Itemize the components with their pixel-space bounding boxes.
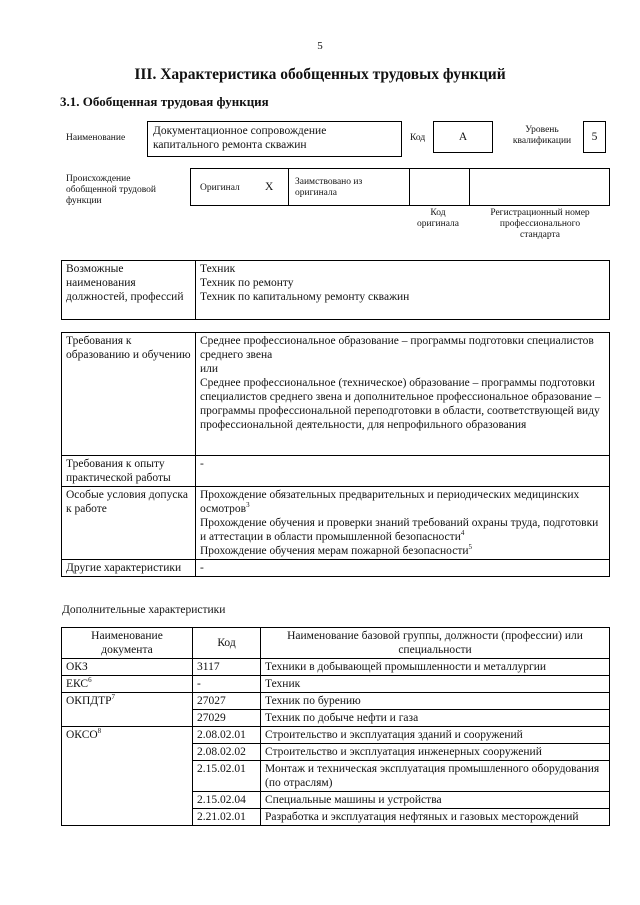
origin-label [66,174,156,207]
borrowed-line1: Заимствовано из [295,177,363,187]
positions-table [61,260,610,320]
row-code: 27027 [193,693,261,710]
row-name: Техник [261,676,610,693]
header-code: Код [193,628,261,659]
row-document: ОКЗ [62,659,193,676]
education-line: Среднее профессиональное образование – программы подготовки специалистов среднего звена [200,335,594,361]
row-code: 2.08.02.02 [193,744,261,761]
origin-divider-2 [409,169,410,205]
position-item: Техник [200,263,236,275]
footnote-3: 3 [246,501,250,510]
positions-row [62,261,610,320]
other-label: Другие характеристики [62,560,196,577]
table-row [62,676,610,693]
positions-label: Возможные наименования должностей, профессий [62,261,196,320]
row-document: ЕКС$^6$ [62,676,193,693]
row-name: Разработка и эксплуатация нефтяных и газовых месторождений [261,809,610,826]
additional-header-row [62,628,610,659]
function-name-box [147,121,402,157]
origin-divider-1 [288,169,289,205]
other-value: - [196,560,610,577]
table-row [62,659,610,676]
origin-label-line2: обобщенной трудовой [66,185,156,195]
requirements-row-special [62,487,610,560]
special-condition-line: Прохождение обязательных предварительных и периодических медицинских осмотров$^3$ [200,489,580,515]
requirements-row-other [62,560,610,577]
special-conditions-label: Особые условия допуска к работе [62,487,196,560]
header-name: Наименование базовой группы, должности (профессии) или специальности [261,628,610,659]
function-name-line1: Документационное сопровождение [153,125,327,137]
row-code: 2.08.02.01 [193,727,261,744]
original-label: Оригинал [200,183,240,193]
row-name: Техник по бурению [261,693,610,710]
education-line: Среднее профессиональное (техническое) образование – программы подготовки специалистов среднего звена и дополнительное профессиональное образование – программы профессиональной переподготовки в области, соответствующей виду профессиональной деятельности, для непрофильного образования [200,377,601,431]
row-code: 2.15.02.01 [193,761,261,792]
section-title: III. Характеристика обобщенных трудовых функций [134,66,506,83]
row-name: Техники в добывающей промышленности и металлургии [261,659,610,676]
experience-label: Требования к опыту практической работы [62,456,196,487]
row-code: 2.21.02.01 [193,809,261,826]
row-name: Строительство и эксплуатация зданий и сооружений [261,727,610,744]
table-row [62,693,610,710]
page-number: 5 [317,40,323,52]
position-item: Техник по ремонту [200,277,294,289]
level-value-box: 5 [583,121,606,153]
origin-label-line3: функции [66,196,102,206]
function-name-line2: капитального ремонта скважин [153,139,307,151]
row-code: - [193,676,261,693]
row-code: 2.15.02.04 [193,792,261,809]
education-line: или [200,363,219,375]
row-name: Монтаж и техническая эксплуатация промышленного оборудования (по отраслям) [261,761,610,792]
table-row [62,727,610,744]
borrowed-line2: оригинала [295,188,337,198]
special-condition-line: Прохождение обучения и проверки знаний требований охраны труда, подготовки и аттестации в области промышленной безопасности$^4$ [200,517,599,543]
positions-values [196,261,610,320]
name-label: Наименование [66,133,126,143]
special-condition-line: Прохождение обучения мерам пожарной безопасности$^5$ [200,543,473,557]
level-label-line2: квалификации [512,136,572,146]
row-document: ОКПДТР$^7$ [62,693,193,727]
header-document: Наименование документа [62,628,193,659]
row-code: 3117 [193,659,261,676]
subsection-title: 3.1. Обобщенная трудовая функция [60,94,269,109]
origin-label-line1: Происхождение [66,174,131,184]
reg-number-line2: профессионального [499,219,581,229]
reg-number-line3: стандарта [520,230,560,240]
reg-number-caption [470,208,610,241]
function-code-box: А [433,121,493,153]
requirements-row-experience [62,456,610,487]
additional-title: Дополнительные характеристики [62,604,226,616]
original-mark: X [265,181,274,193]
row-name: Техник по добыче нефти и газа [261,710,610,727]
special-conditions-value [196,487,610,560]
row-document: ОКСО$^8$ [62,727,193,826]
reg-number-line1: Регистрационный номер [490,208,590,218]
row-name: Строительство и эксплуатация инженерных сооружений [261,744,610,761]
level-label [502,125,582,147]
borrowed-label [295,177,362,199]
row-name: Специальные машины и устройства [261,792,610,809]
code-original-caption [408,208,468,230]
requirements-row-education [62,333,610,456]
experience-value: - [196,456,610,487]
row-code: 27029 [193,710,261,727]
footnote-5: 5 [468,543,473,552]
additional-table [61,627,610,826]
education-label: Требования к образованию и обучению [62,333,196,456]
origin-divider-3 [469,169,470,205]
footnote-4: 4 [460,529,465,538]
requirements-table [61,332,610,577]
code-original-line2: оригинала [417,219,459,229]
position-item: Техник по капитальному ремонту скважин [200,291,410,303]
code-original-line1: Код [430,208,446,218]
level-label-line1: Уровень [525,125,559,135]
origin-table [190,168,610,206]
education-value [196,333,610,456]
code-label: Код [410,133,426,143]
